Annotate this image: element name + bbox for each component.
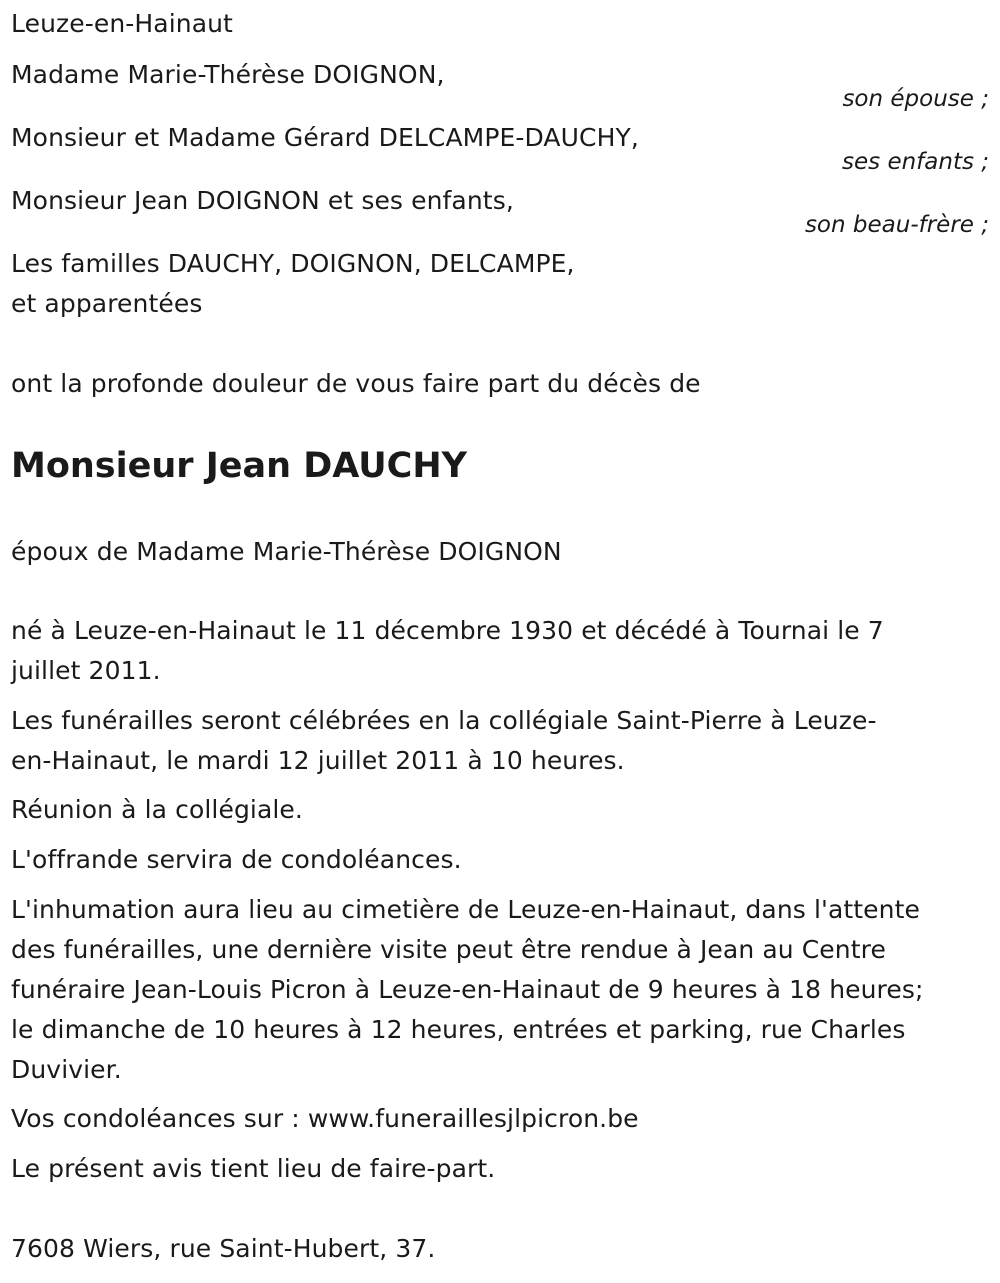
notice-line: Le présent avis tient lieu de faire-part. xyxy=(11,1154,496,1183)
burial-line: des funérailles, une dernière visite peut être rendue à Jean au Centre xyxy=(11,935,886,964)
address-line: 7608 Wiers, rue Saint-Hubert, 37. xyxy=(11,1234,436,1263)
meeting-line: Réunion à la collégiale. xyxy=(11,795,303,824)
birth-death-line: né à Leuze-en-Hainaut le 11 décembre 1930 et décédé à Tournai le 7 xyxy=(11,616,884,645)
location: Leuze-en-Hainaut xyxy=(11,9,233,38)
announcement-text: ont la profonde douleur de vous faire part du décès de xyxy=(11,369,701,398)
burial-line: L'inhumation aura lieu au cimetière de Leuze-en-Hainaut, dans l'attente xyxy=(11,895,920,924)
family-member-relation: son beau-frère ; xyxy=(804,212,989,238)
birth-death-line: juillet 2011. xyxy=(11,656,161,685)
family-member-name: Monsieur Jean DOIGNON et ses enfants, xyxy=(11,186,514,215)
families-line: et apparentées xyxy=(11,289,203,318)
burial-line: le dimanche de 10 heures à 12 heures, entrées et parking, rue Charles xyxy=(11,1015,906,1044)
offering-line: L'offrande servira de condoléances. xyxy=(11,845,462,874)
funeral-line: Les funérailles seront célébrées en la collégiale Saint-Pierre à Leuze- xyxy=(11,706,877,735)
family-member-relation: ses enfants ; xyxy=(842,149,989,175)
family-member-name: Madame Marie-Thérèse DOIGNON, xyxy=(11,60,445,89)
deceased-name: Monsieur Jean DAUCHY xyxy=(11,446,468,486)
spouse-line: époux de Madame Marie-Thérèse DOIGNON xyxy=(11,537,562,566)
family-member-name: Monsieur et Madame Gérard DELCAMPE-DAUCHY, xyxy=(11,123,639,152)
families-line: Les familles DAUCHY, DOIGNON, DELCAMPE, xyxy=(11,249,575,278)
burial-line: funéraire Jean-Louis Picron à Leuze-en-Hainaut de 9 heures à 18 heures; xyxy=(11,975,924,1004)
family-member-relation: son épouse ; xyxy=(842,86,989,112)
funeral-line: en-Hainaut, le mardi 12 juillet 2011 à 10 heures. xyxy=(11,746,625,775)
condolences-line: Vos condoléances sur : www.funeraillesjlpicron.be xyxy=(11,1104,639,1133)
burial-line: Duvivier. xyxy=(11,1055,122,1084)
